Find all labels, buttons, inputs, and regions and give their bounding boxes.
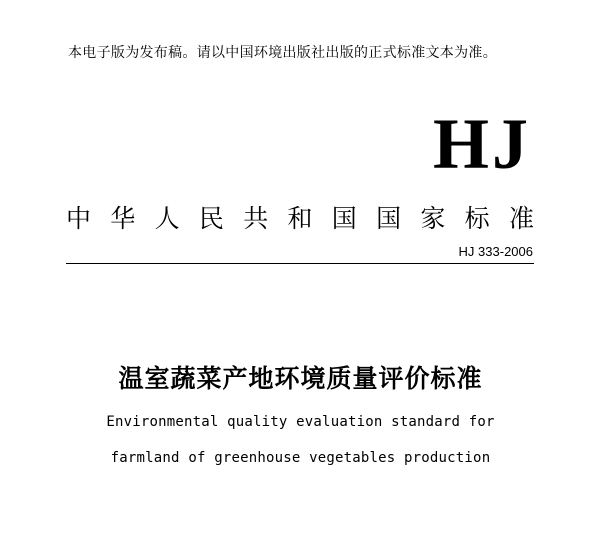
document-title-english-line-2: farmland of greenhouse vegetables production	[110, 450, 491, 466]
document-title-chinese: 温室蔬菜产地环境质量评价标准	[118, 364, 483, 393]
standard-code-mark: HJ	[432, 104, 531, 184]
standard-number: HJ 333-2006	[458, 244, 533, 259]
document-title-english-line-1: Environmental quality evaluation standard for	[106, 414, 495, 430]
release-notice: 本电子版为发布稿。请以中国环境出版社出版的正式标准文本为准。	[68, 45, 497, 61]
standard-category-heading: 中华人民共和国国家标准	[66, 204, 534, 233]
header-divider	[66, 263, 534, 264]
